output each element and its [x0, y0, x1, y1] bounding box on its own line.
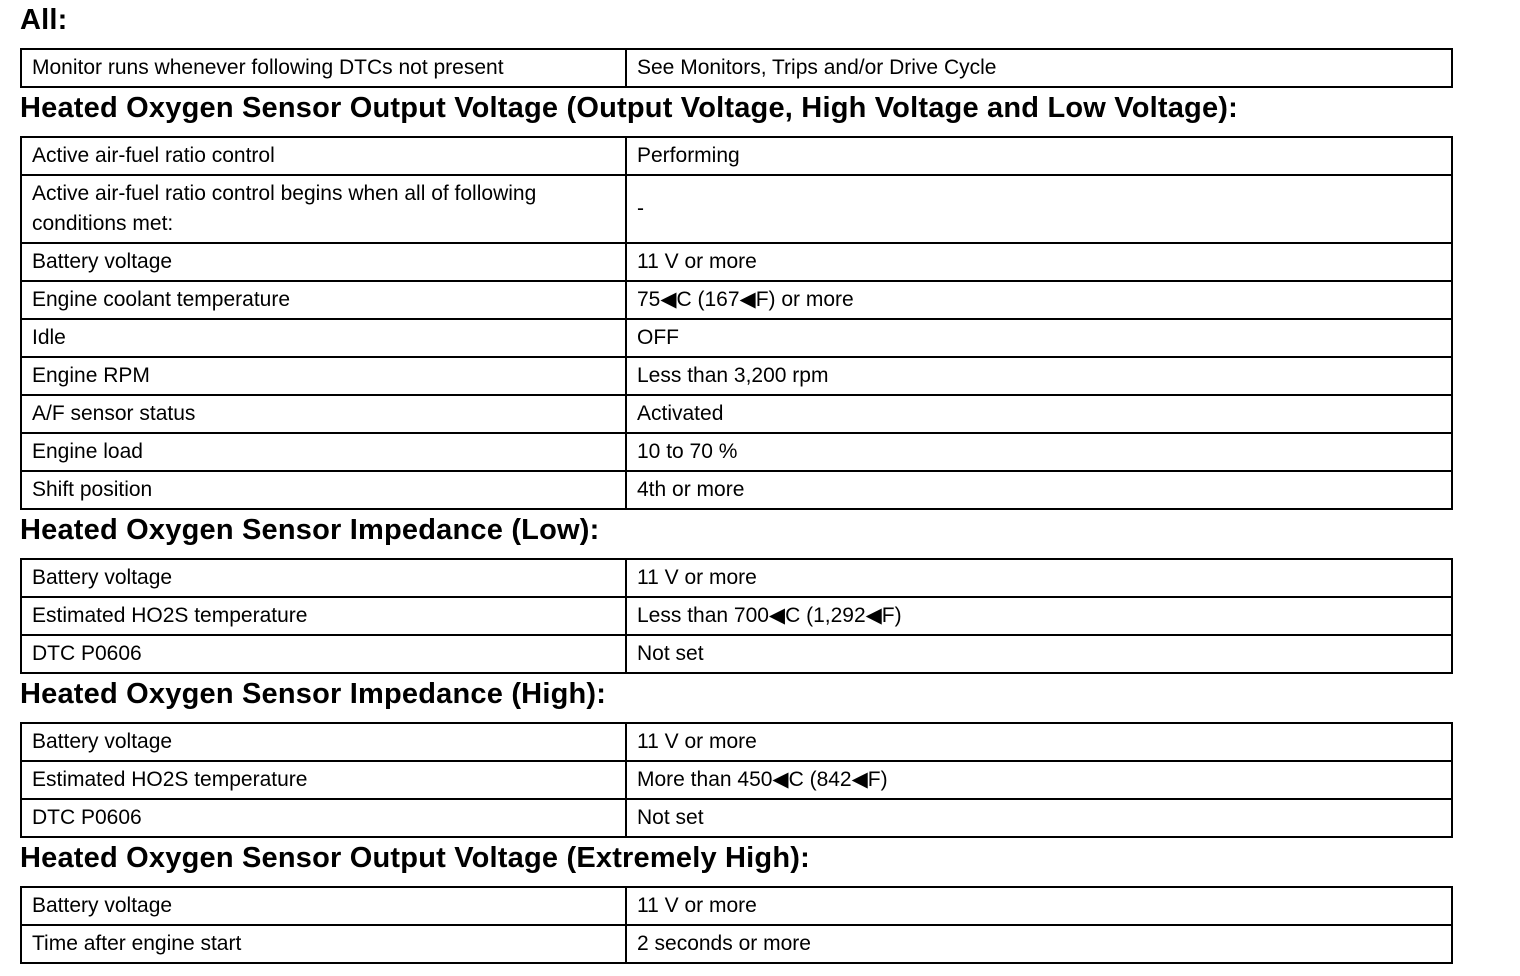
table-row	[21, 925, 1452, 963]
condition-label: Battery voltage	[21, 559, 626, 597]
condition-label: DTC P0606	[21, 799, 626, 837]
condition-value: See Monitors, Trips and/or Drive Cycle	[626, 49, 1452, 87]
conditions-table-impedance-low	[20, 558, 1453, 674]
condition-label: DTC P0606	[21, 635, 626, 673]
section-heading-output-voltage: Heated Oxygen Sensor Output Voltage (Output Voltage, High Voltage and Low Voltage):	[20, 92, 1239, 124]
condition-label: Battery voltage	[21, 887, 626, 925]
condition-value: 2 seconds or more	[626, 925, 1452, 963]
table-row	[21, 281, 1452, 319]
table-row	[21, 887, 1452, 925]
condition-value: Not set	[626, 799, 1452, 837]
section-heading-impedance-low: Heated Oxygen Sensor Impedance (Low):	[20, 514, 600, 546]
condition-value: 4th or more	[626, 471, 1452, 509]
condition-label: Active air-fuel ratio control begins when all of following conditions met:	[21, 175, 626, 243]
table-row	[21, 471, 1452, 509]
condition-value: Performing	[626, 137, 1452, 175]
condition-label: Engine coolant temperature	[21, 281, 626, 319]
table-row	[21, 559, 1452, 597]
table-row	[21, 137, 1452, 175]
condition-label: Battery voltage	[21, 243, 626, 281]
table-row	[21, 175, 1452, 243]
condition-value: More than 450◀C (842◀F)	[626, 761, 1452, 799]
table-row	[21, 243, 1452, 281]
condition-label: Engine RPM	[21, 357, 626, 395]
condition-value: OFF	[626, 319, 1452, 357]
condition-label: Engine load	[21, 433, 626, 471]
table-row	[21, 433, 1452, 471]
conditions-table-all	[20, 48, 1453, 88]
condition-label: Idle	[21, 319, 626, 357]
condition-label: Estimated HO2S temperature	[21, 761, 626, 799]
table-row	[21, 395, 1452, 433]
condition-value: Less than 700◀C (1,292◀F)	[626, 597, 1452, 635]
condition-label: Estimated HO2S temperature	[21, 597, 626, 635]
condition-value: 11 V or more	[626, 887, 1452, 925]
condition-value: 11 V or more	[626, 243, 1452, 281]
section-heading-all: All:	[20, 4, 68, 36]
condition-label: Monitor runs whenever following DTCs not present	[21, 49, 626, 87]
table-row	[21, 357, 1452, 395]
condition-label: Shift position	[21, 471, 626, 509]
conditions-table-output-voltage	[20, 136, 1453, 510]
condition-value: 11 V or more	[626, 559, 1452, 597]
condition-value: 10 to 70 %	[626, 433, 1452, 471]
condition-label: A/F sensor status	[21, 395, 626, 433]
table-row	[21, 635, 1452, 673]
table-row	[21, 597, 1452, 635]
conditions-table-extremely-high	[20, 886, 1453, 964]
condition-value: Less than 3,200 rpm	[626, 357, 1452, 395]
condition-value: Activated	[626, 395, 1452, 433]
condition-value: 11 V or more	[626, 723, 1452, 761]
condition-label: Time after engine start	[21, 925, 626, 963]
table-row	[21, 799, 1452, 837]
condition-label: Battery voltage	[21, 723, 626, 761]
table-row	[21, 49, 1452, 87]
table-row	[21, 319, 1452, 357]
table-row	[21, 723, 1452, 761]
condition-value: Not set	[626, 635, 1452, 673]
condition-value: 75◀C (167◀F) or more	[626, 281, 1452, 319]
conditions-table-impedance-high	[20, 722, 1453, 838]
section-heading-extremely-high: Heated Oxygen Sensor Output Voltage (Extremely High):	[20, 842, 810, 874]
condition-value: -	[626, 175, 1452, 243]
condition-label: Active air-fuel ratio control	[21, 137, 626, 175]
section-heading-impedance-high: Heated Oxygen Sensor Impedance (High):	[20, 678, 607, 710]
table-row	[21, 761, 1452, 799]
